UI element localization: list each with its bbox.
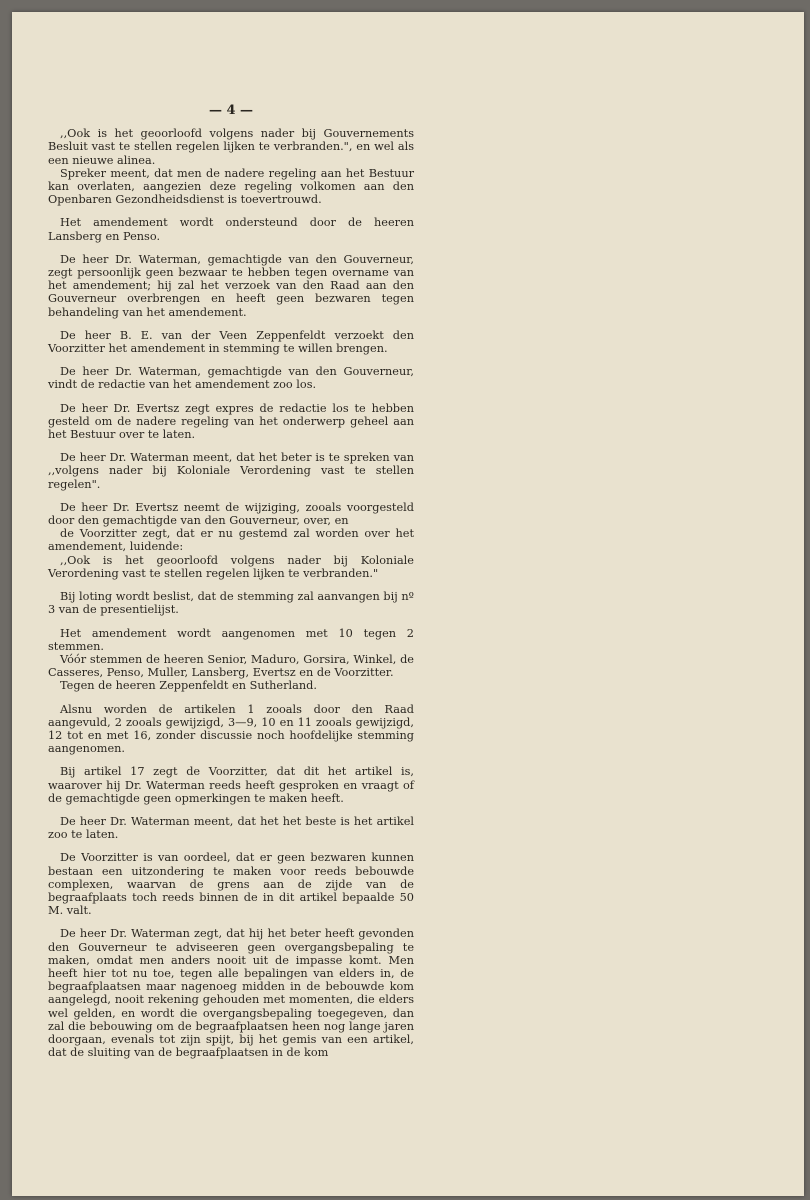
paragraph: De heer Dr. Waterman zegt, dat hij het beter heeft gevonden den Gouverneur te adviseeren geen overgangsbepaling te maken, omdat men anders nooit uit de impasse komt. Men heeft hier tot nu toe, tegen alle bepalingen van elders in, de begraafplaatsen maar nagenoeg midden in de bebouwde kom aangelegd, nooit rekening gehouden met momenten, die elders wel gelden, en wordt die overgangsbepaling toegegeven, dan zal die bebouwing om de begraafplaatsen heen nog lange jaren doorgaan, evenals tot zijn spijt, bij het gemis van een artikel, dat de sluiting van de begraafplaatsen in de kom [48,927,414,1060]
page-number: — 4 — [208,103,254,118]
paragraph: De heer Dr. Evertsz neemt de wijziging, zooals voorgesteld door den gemachtigde van den Gouverneur, over, en [48,500,414,528]
paragraph: Het amendement wordt ondersteund door de heeren Lansberg en Penso. [48,216,414,243]
paragraph: ,,Ook is het geoorloofd volgens nader bij Koloniale Verordening vast te stellen regelen lijken te verbranden." [48,553,414,580]
paragraph: De Voorzitter is van oordeel, dat er geen bezwaren kunnen bestaan een uitzondering te maken voor reeds bebouwde complexen, waarvan de grens aan de zijde van de begraafplaats toch reeds binnen de in dit artikel bepaalde 50 M. valt. [48,851,414,918]
paragraph: De heer Dr. Waterman, gemachtigde van den Gouverneur, zegt persoonlijk geen bezwaar te hebben tegen overname van het amendement; hij zal het verzoek van den Raad aan den Gouverneur overbrengen en heeft geen bezwaren tegen behandeling van het amendement. [48,252,414,319]
paragraph: Spreker meent, dat men de nadere regeling aan het Bestuur kan overlaten, aangezien deze regeling volkomen aan den Openbaren Gezondheidsdienst is toevertrouwd. [48,166,414,207]
paragraph: De heer Dr. Waterman, gemachtigde van den Gouverneur, vindt de redactie van het amendement zoo los. [48,365,414,392]
paragraph: Bij loting wordt beslist, dat de stemming zal aanvangen bij nº 3 van de presentielijst. [48,590,414,617]
paragraph: Alsnu worden de artikelen 1 zooals door den Raad aangevuld, 2 zooals gewijzigd, 3—9, 10 en 11 zooals gewijzigd, 12 tot en met 16, zonder discussie noch hoofdelijke stemming aangenomen. [48,702,414,756]
paragraph: Vóór stemmen de heeren Senior, Maduro, Gorsira, Winkel, de Casseres, Penso, Muller, Lansberg, Evertsz en de Voorzitter. [48,652,414,680]
paragraph: De heer B. E. van der Veen Zeppenfeldt verzoekt den Voorzitter het amendement in stemming te willen brengen. [48,328,414,356]
paragraph: Bij artikel 17 zegt de Voorzitter, dat dit het artikel is, waarover hij Dr. Waterman reeds heeft gesproken en vraagt of de gemachtigde geen opmerkingen te maken heeft. [48,765,414,805]
paragraph: Het amendement wordt aangenomen met 10 tegen 2 stemmen. [48,626,414,653]
paragraph: De heer Dr. Evertsz zegt expres de redactie los te hebben gesteld om de nadere regeling van het onderwerp geheel aan het Bestuur over te laten. [48,401,414,442]
paragraph: ,,Ook is het geoorloofd volgens nader bij Gouvernements Besluit vast te stellen regelen lijken te verbranden.", en wel als een nieuwe alinea. [48,127,414,167]
document-page [12,12,804,1196]
paragraph: De heer Dr. Waterman meent, dat het beter is te spreken van ,,volgens nader bij Koloniale Verordening vast te stellen regelen". [48,451,414,491]
page-text [48,104,414,1069]
paragraph: Tegen de heeren Zeppenfeldt en Sutherland. [60,679,317,693]
paragraph: de Voorzitter zegt, dat er nu gestemd zal worden over het amendement, luidende: [48,527,414,554]
paragraph: De heer Dr. Waterman meent, dat het het beste is het artikel zoo te laten. [48,814,414,842]
